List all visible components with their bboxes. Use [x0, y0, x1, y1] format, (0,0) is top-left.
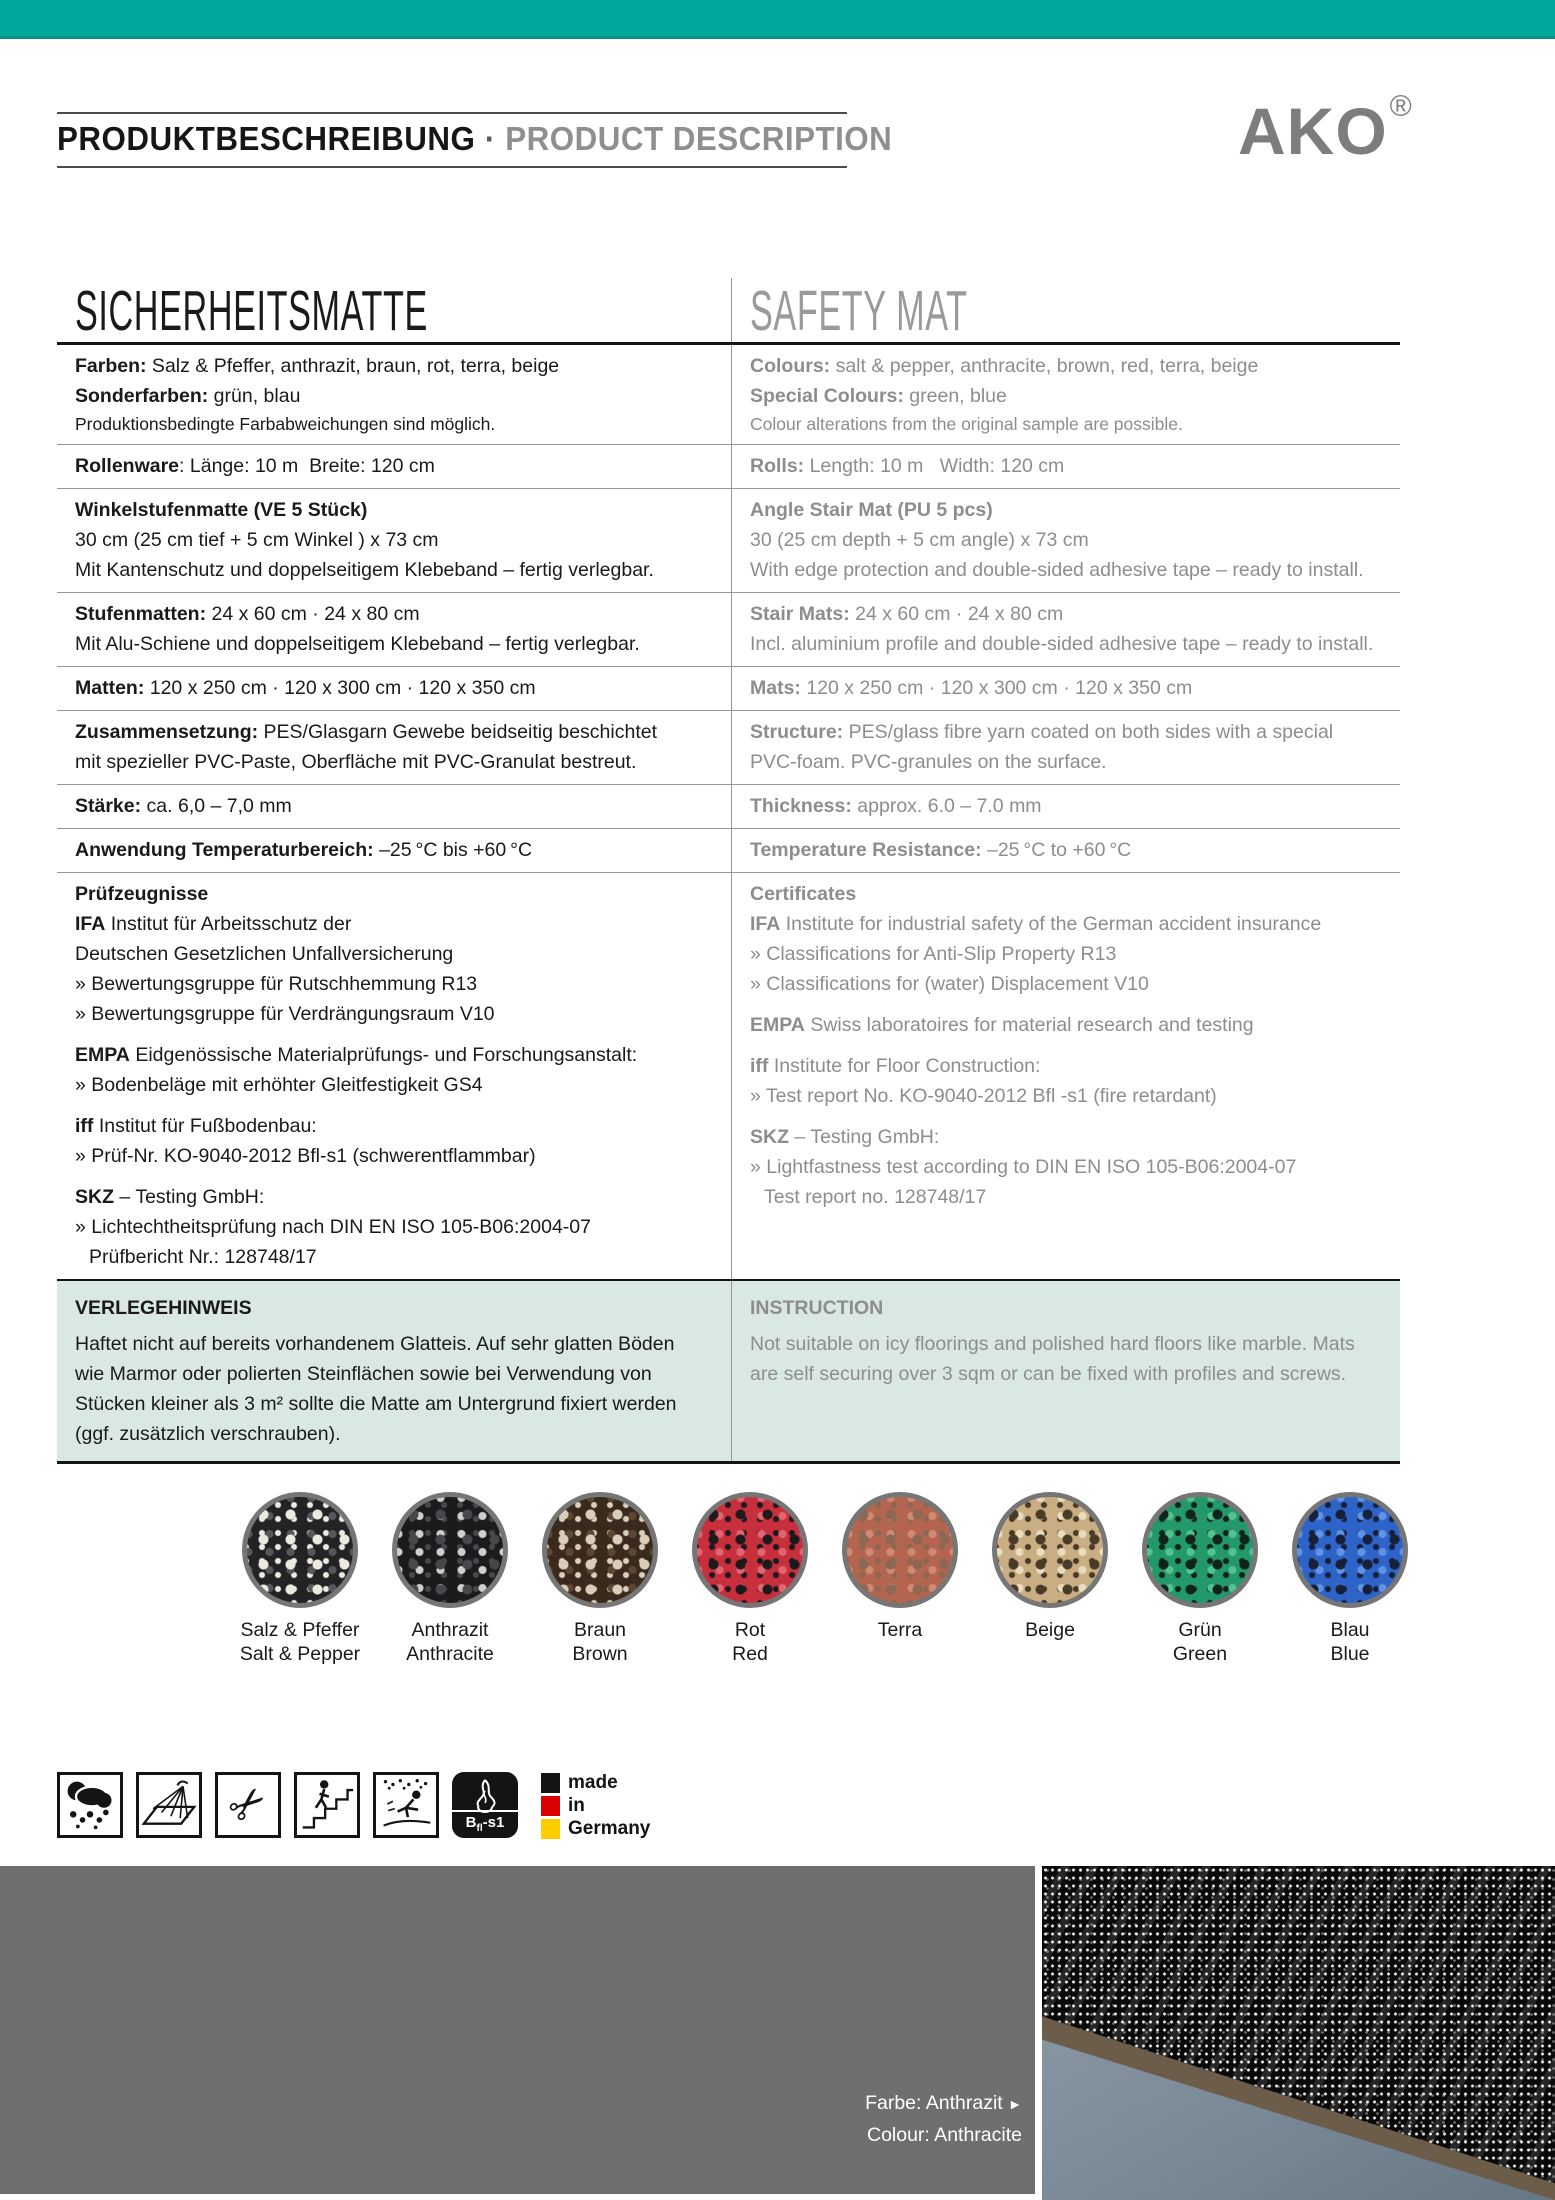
spec-line: Haftet nicht auf bereits vorhandenem Glatteis. Auf sehr glatten Böden wie Marmor oder polierten Steinflächen sowie bei Verwendung von Stücken kleiner als 3 m² sollte die Matte am Untergrund fixiert werden (ggf. zusätzlich verschrauben). [75, 1333, 677, 1445]
flag-black-square [541, 1773, 560, 1793]
page-title-en: PRODUCT DESCRIPTION [505, 120, 893, 157]
spec-line: » Prüf-Nr. KO-9040-2012 Bfl-s1 (schwerentflammbar) [75, 1145, 536, 1167]
swatch-photo-red [692, 1492, 808, 1608]
spec-line: Winkelstufenmatte (VE 5 Stück) [75, 499, 368, 521]
spec-cell-en [731, 829, 1400, 872]
spec-line: Rollenware: Länge: 10 m Breite: 120 cm [75, 455, 435, 477]
spec-line: Zusammensetzung: PES/Glasgarn Gewebe beidseitig beschichtet [75, 721, 658, 743]
spec-line: Sonderfarben: grün, blau [75, 385, 301, 407]
fire-rating-label: $B_{fl}-s1$ [452, 1810, 518, 1838]
spec-cell-en [731, 711, 1400, 784]
spec-row [57, 667, 1400, 711]
spec-cell-de [57, 873, 731, 1279]
swatch-photo-salt-pepper [242, 1492, 358, 1608]
spec-cell-en [731, 593, 1400, 666]
spec-line: IFA Institut für Arbeitsschutz der [75, 913, 352, 935]
spec-row [57, 345, 1400, 445]
spec-line: iff Institut für Fußbodenbau: [75, 1115, 317, 1137]
anthracite-mat-texture [1042, 1866, 1555, 2200]
spec-line: Farben: Salz & Pfeffer, anthrazit, braun, rot, terra, beige [75, 355, 560, 377]
spacer [75, 1100, 731, 1111]
spec-line: Stair Mats: 24 x 60 cm · 24 x 80 cm [750, 603, 1064, 625]
top-accent-bar [0, 0, 1555, 39]
spec-line: » Bodenbeläge mit erhöhter Gleitfestigkeit GS4 [75, 1074, 483, 1096]
spec-cell-de [57, 593, 731, 666]
swatch-photo-beige [992, 1492, 1108, 1608]
spec-line: » Classifications for Anti-Slip Property R13 [750, 943, 1117, 965]
flag-red-square [541, 1796, 560, 1816]
swatch-photo-brown [542, 1492, 658, 1608]
swatch-label: Terra [877, 1619, 923, 1641]
colour-swatch-row [230, 1492, 1420, 1666]
spec-line: Prüfbericht Nr.: 128748/17 [89, 1246, 317, 1268]
spec-line: Certificates [750, 883, 857, 905]
spec-cell-en [731, 489, 1400, 592]
spec-line: Stärke: ca. 6,0 – 7,0 mm [75, 795, 292, 817]
color-swatch-green [1130, 1492, 1270, 1666]
spacer [750, 999, 1400, 1010]
spec-cell-en [731, 667, 1400, 710]
spec-line: Rolls: Length: 10 m Width: 120 cm [750, 455, 1065, 477]
spec-cell-de [57, 345, 731, 444]
stairs-icon [294, 1772, 360, 1838]
color-swatch-anthracite [380, 1492, 520, 1666]
spec-line: » Bewertungsgruppe für Rutschhemmung R13 [75, 973, 478, 995]
spec-line: Temperature Resistance: –25 °C to +60 °C [750, 839, 1132, 861]
product-photo [1042, 1866, 1555, 2200]
spec-line: Colour alterations from the original sample are possible. [750, 414, 1183, 434]
color-swatch-blue [1280, 1492, 1420, 1666]
page-title [57, 120, 893, 158]
instruction-row [57, 1279, 1400, 1464]
spec-line: Special Colours: green, blue [750, 385, 1007, 407]
spec-line: Anwendung Temperaturbereich: –25 °C bis +60 °C [75, 839, 533, 861]
spacer [750, 1040, 1400, 1051]
spec-line: Prüfzeugnisse [75, 883, 209, 905]
spec-line: Deutschen Gesetzlichen Unfallversicherung [75, 943, 454, 965]
pictogram-row [57, 1772, 650, 1840]
spec-line: Not suitable on icy floorings and polished hard floors like marble. Mats are self securing over 3 sqm or can be fixed with profiles and screws. [750, 1333, 1355, 1385]
scissors-icon [215, 1772, 281, 1838]
germany-word: Germany [568, 1818, 651, 1839]
swatch-photo-terra [842, 1492, 958, 1608]
made-word: made [568, 1772, 618, 1793]
made-in-germany-badge [541, 1772, 650, 1840]
photo-caption-en: Colour: Anthracite [866, 2124, 1022, 2146]
spec-line: 30 cm (25 cm tief + 5 cm Winkel ) x 73 cm [75, 529, 439, 551]
spec-line: Thickness: approx. 6.0 – 7.0 mm [750, 795, 1042, 817]
spec-cell-de [57, 489, 731, 592]
registered-mark-icon: ® [1389, 90, 1412, 123]
title-separator: · [484, 120, 496, 157]
spec-line: » Test report No. KO-9040-2012 Bfl -s1 (fire retardant) [750, 1085, 1217, 1107]
spec-line: » Lichtechtheitsprüfung nach DIN EN ISO 105-B06:2004-07 [75, 1216, 591, 1238]
spec-line: Angle Stair Mat (PU 5 pcs) [750, 499, 993, 521]
flag-row-black [541, 1772, 650, 1794]
spec-line: Produktionsbedingte Farbabweichungen sind möglich. [75, 414, 496, 434]
table-title-row [57, 278, 1400, 345]
spec-line: » Classifications for (water) Displacement V10 [750, 973, 1149, 995]
spec-cell-en [731, 873, 1400, 1279]
spec-line: SKZ – Testing GmbH: [75, 1186, 265, 1208]
color-swatch-beige [980, 1492, 1120, 1666]
spec-row [57, 711, 1400, 785]
spec-row [57, 873, 1400, 1279]
spec-line: Structure: PES/glass fibre yarn coated on both sides with a special [750, 721, 1334, 743]
spec-table [57, 278, 1400, 1464]
spec-cell-de [57, 711, 731, 784]
spec-line: Mats: 120 x 250 cm · 120 x 300 cm · 120 x 350 cm [750, 677, 1193, 699]
spec-line: » Lightfastness test according to DIN EN ISO 105-B06:2004-07 [750, 1156, 1297, 1178]
color-swatch-brown [530, 1492, 670, 1666]
spec-cell-en [731, 1281, 1400, 1461]
spec-line: EMPA Swiss laboratoires for material research and testing [750, 1014, 1254, 1036]
spec-line: mit spezieller PVC-Paste, Oberfläche mit PVC-Granulat bestreut. [75, 751, 637, 773]
spec-cell-en [731, 278, 1400, 342]
arrow-icon: ► [1008, 2096, 1022, 2112]
spec-line: Colours: salt & pepper, anthracite, brown, red, terra, beige [750, 355, 1259, 377]
spacer [750, 1111, 1400, 1122]
spacer [75, 1029, 731, 1040]
page-header [57, 112, 893, 168]
swatch-label: Grün Green [1172, 1619, 1228, 1665]
ako-logo-text: AKO [1238, 94, 1388, 168]
spec-cell-de [57, 667, 731, 710]
spec-row [57, 445, 1400, 489]
fire-rating-icon [452, 1772, 518, 1838]
spec-cell-en [731, 785, 1400, 828]
swatch-label: Anthrazit Anthracite [406, 1619, 494, 1665]
spec-line: Matten: 120 x 250 cm · 120 x 300 cm · 120 x 350 cm [75, 677, 536, 699]
color-swatch-red [680, 1492, 820, 1666]
swatch-photo-blue [1292, 1492, 1408, 1608]
spec-cell-de [57, 278, 731, 342]
spec-row [57, 785, 1400, 829]
spacer [75, 1171, 731, 1182]
spec-line: » Bewertungsgruppe für Verdrängungsraum V10 [75, 1003, 495, 1025]
spec-cell-de [57, 829, 731, 872]
in-word: in [568, 1795, 585, 1816]
swatch-photo-anthracite [392, 1492, 508, 1608]
scissors-glyph: ✂ [217, 1773, 278, 1836]
spec-line: SAFETY MAT [750, 279, 968, 343]
spec-cell-de [57, 1281, 731, 1461]
spec-cell-de [57, 785, 731, 828]
spec-line: Mit Kantenschutz und doppelseitigem Klebeband – fertig verlegbar. [75, 559, 654, 581]
slip-icon [373, 1772, 439, 1838]
flag-gold-square [541, 1819, 560, 1839]
weather-icon [57, 1772, 123, 1838]
spec-line: VERLEGEHINWEIS [75, 1297, 252, 1319]
spec-line: INSTRUCTION [750, 1297, 884, 1319]
page-title-de: PRODUKTBESCHREIBUNG [57, 120, 476, 157]
spray-icon [136, 1772, 202, 1838]
photo-caption-de: Farbe: Anthrazit ► [865, 2092, 1022, 2114]
photo-caption [0, 2088, 1022, 2151]
spec-cell-de [57, 445, 731, 488]
spec-line: Stufenmatten: 24 x 60 cm · 24 x 80 cm [75, 603, 420, 625]
spec-line: 30 (25 cm depth + 5 cm angle) x 73 cm [750, 529, 1089, 551]
spec-row [57, 829, 1400, 873]
spec-row [57, 489, 1400, 593]
flag-row-gold [541, 1818, 650, 1840]
ako-logo [1238, 90, 1412, 169]
flag-row-red [541, 1795, 650, 1817]
spec-row [57, 593, 1400, 667]
spec-cell-en [731, 345, 1400, 444]
swatch-photo-green [1142, 1492, 1258, 1608]
spec-line: Test report no. 128748/17 [764, 1186, 987, 1208]
spec-line: With edge protection and double-sided adhesive tape – ready to install. [750, 559, 1364, 581]
spec-line: SICHERHEITSMATTE [75, 279, 428, 343]
swatch-label: Blau Blue [1330, 1619, 1370, 1665]
spec-line: Incl. aluminium profile and double-sided adhesive tape – ready to install. [750, 633, 1374, 655]
swatch-label: Braun Brown [572, 1619, 628, 1665]
spec-line: IFA Institute for industrial safety of the German accident insurance [750, 913, 1322, 935]
spec-line: PVC-foam. PVC-granules on the surface. [750, 751, 1107, 773]
spec-line: EMPA Eidgenössische Materialprüfungs- und Forschungsanstalt: [75, 1044, 638, 1066]
color-swatch-salt-pepper [230, 1492, 370, 1666]
swatch-label: Salz & Pfeffer Salt & Pepper [239, 1619, 361, 1665]
spec-line: Mit Alu-Schiene und doppelseitigem Klebeband – fertig verlegbar. [75, 633, 640, 655]
spec-line: SKZ – Testing GmbH: [750, 1126, 940, 1148]
swatch-label: Beige [1025, 1619, 1075, 1641]
color-swatch-terra [830, 1492, 970, 1666]
spec-line: iff Institute for Floor Construction: [750, 1055, 1041, 1077]
spec-cell-en [731, 445, 1400, 488]
swatch-label: Rot Red [732, 1619, 768, 1665]
